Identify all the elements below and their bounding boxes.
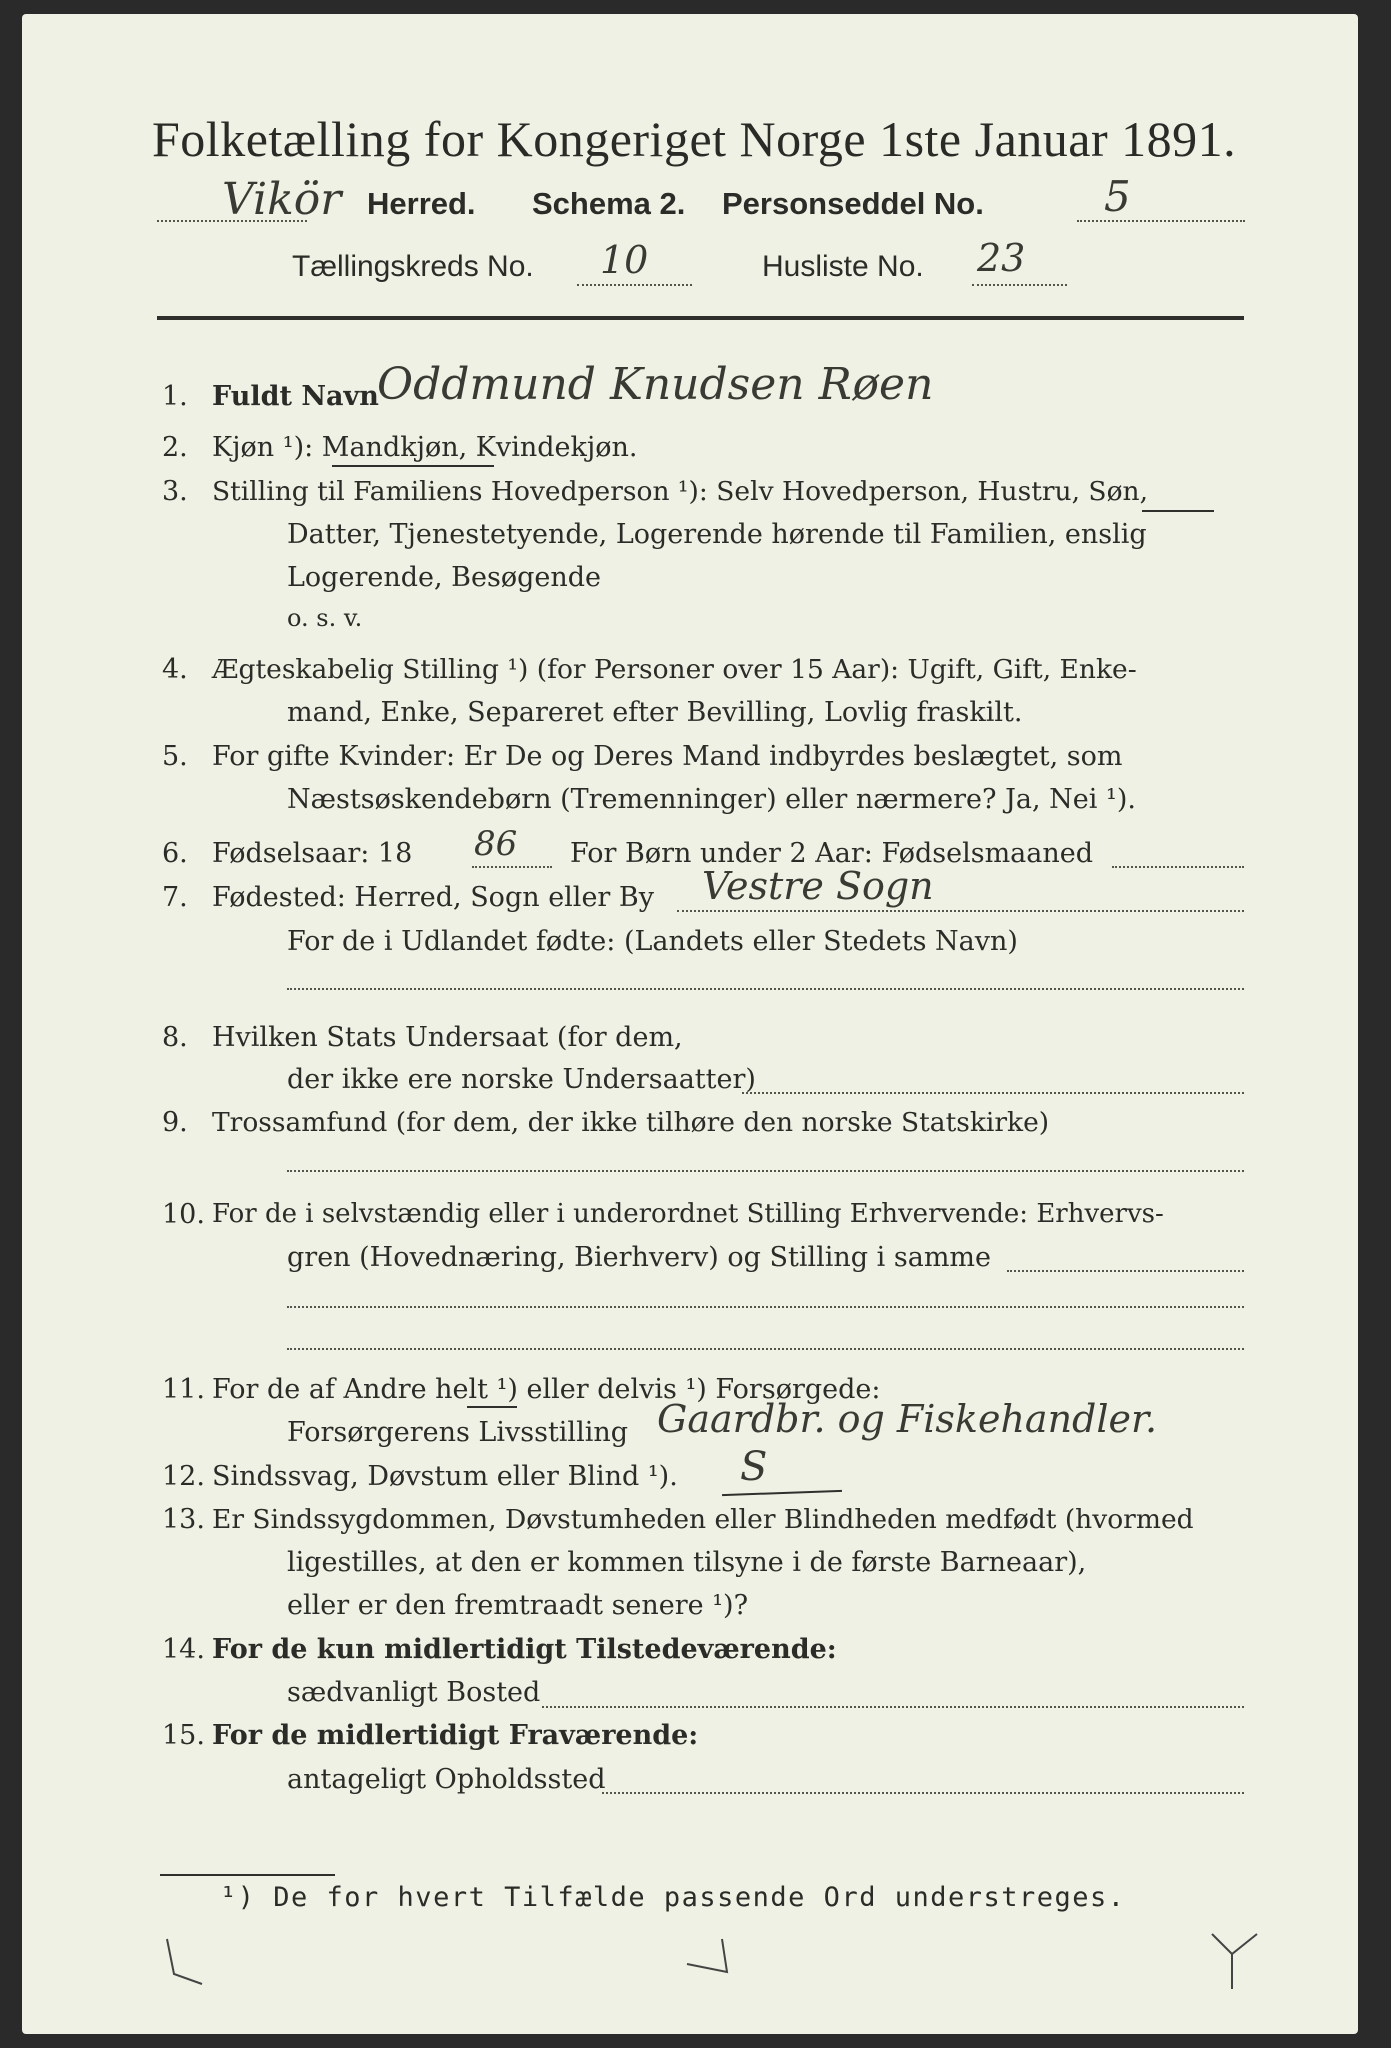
item-10-line-1: For de i selvstændig eller i underordnet Stilling Erhvervende: Erhvervs- bbox=[212, 1199, 1164, 1229]
item-11-underline-helt bbox=[467, 1406, 517, 1408]
item-6-birthyear-label: Fødselsaar: 18 bbox=[212, 838, 413, 869]
personseddel-label: Personseddel No. bbox=[722, 186, 984, 221]
taellingskreds-dotted-line bbox=[577, 284, 692, 286]
item-10-line-2: gren (Hovednæring, Bierhverv) og Stilling i samme bbox=[287, 1242, 992, 1273]
item-5-number: 5. bbox=[162, 741, 188, 772]
husliste-value: 23 bbox=[977, 236, 1026, 280]
item-13-number: 13. bbox=[162, 1504, 205, 1535]
item-12-answer-mark: S bbox=[740, 1444, 768, 1490]
item-3-line-1: Stilling til Familiens Hovedperson ¹): Selv Hovedperson, Hustru, Søn, bbox=[212, 476, 1149, 507]
footnote-rule bbox=[160, 1874, 335, 1876]
taellingskreds-value: 10 bbox=[600, 238, 649, 282]
item-10-dots-1 bbox=[1007, 1270, 1244, 1272]
item-8-number: 8. bbox=[162, 1022, 188, 1053]
item-12-number: 12. bbox=[162, 1461, 205, 1492]
item-10-number: 10. bbox=[162, 1199, 205, 1230]
item-3-line-3: Logerende, Besøgende bbox=[287, 562, 601, 593]
corner-mark-right bbox=[1207, 1929, 1267, 1999]
item-15-dots bbox=[602, 1792, 1244, 1794]
item-7-abroad-label: For de i Udlandet fødte: (Landets eller Stedets Navn) bbox=[287, 926, 1018, 957]
item-6-birthmonth-label: For Børn under 2 Aar: Fødselsmaaned bbox=[570, 838, 1094, 869]
item-9-number: 9. bbox=[162, 1107, 188, 1138]
item-13-line-1: Er Sindssygdommen, Døvstumheden eller Blindheden medfødt (hvormed bbox=[212, 1504, 1194, 1535]
item-9-label: Trossamfund (for dem, der ikke tilhøre den norske Statskirke) bbox=[212, 1107, 1050, 1138]
item-10-dots-2 bbox=[287, 1306, 1244, 1308]
item-12-label: Sindssvag, Døvstum eller Blind ¹). bbox=[212, 1461, 678, 1492]
taellingskreds-label: Tællingskreds No. bbox=[292, 250, 534, 283]
item-3-underline-son bbox=[1142, 510, 1214, 512]
husliste-label: Husliste No. bbox=[762, 250, 924, 283]
item-4-line-2: mand, Enke, Separeret efter Bevilling, Lovlig fraskilt. bbox=[287, 697, 1023, 728]
item-11-line-1: For de af Andre helt ¹) eller delvis ¹) Forsørgede: bbox=[212, 1374, 881, 1405]
item-6-birthyear-answer: 86 bbox=[474, 824, 518, 864]
footnote-text: ¹) De for hvert Tilfælde passende Ord understreges. bbox=[220, 1882, 1126, 1913]
item-7-birthplace-dots bbox=[677, 910, 1244, 912]
personseddel-value: 5 bbox=[1104, 172, 1131, 221]
herred-label: Herred. bbox=[367, 186, 476, 221]
item-7-number: 7. bbox=[162, 882, 188, 913]
herred-value: Vikör bbox=[222, 174, 342, 225]
item-4-number: 4. bbox=[162, 654, 188, 685]
census-form-sheet bbox=[22, 14, 1358, 2034]
item-6-birthmonth-dots bbox=[1112, 866, 1244, 868]
item-2-label: Kjøn ¹): Mandkjøn, Kvindekjøn. bbox=[212, 432, 638, 463]
item-15-number: 15. bbox=[162, 1720, 205, 1751]
item-15-line-2: antageligt Opholdssted bbox=[287, 1764, 606, 1795]
item-3-line-2: Datter, Tjenestetyende, Logerende hørende til Familien, enslig bbox=[287, 519, 1147, 550]
item-1-label: Fuldt Navn bbox=[212, 381, 379, 412]
item-6-birthyear-dots bbox=[472, 866, 552, 868]
item-14-line-2: sædvanligt Bosted bbox=[287, 1677, 541, 1708]
item-8-line-1: Hvilken Stats Undersaat (for dem, bbox=[212, 1022, 683, 1053]
item-8-line-2: der ikke ere norske Undersaatter) bbox=[287, 1064, 756, 1095]
corner-mark-center bbox=[682, 1934, 742, 1994]
item-3-line-4: o. s. v. bbox=[287, 604, 363, 632]
item-3-number: 3. bbox=[162, 476, 188, 507]
item-8-dots bbox=[742, 1092, 1244, 1094]
item-6-number: 6. bbox=[162, 838, 188, 869]
item-5-line-1: For gifte Kvinder: Er De og Deres Mand indbyrdes beslægtet, som bbox=[212, 741, 1123, 772]
item-14-line-1: For de kun midlertidigt Tilstedeværende: bbox=[212, 1634, 837, 1665]
item-5-line-2: Næstsøskendebørn (Tremenninger) eller nærmere? Ja, Nei ¹). bbox=[287, 784, 1136, 815]
item-11-answer-provider-occupation: Gaardbr. og Fiskehandler. bbox=[657, 1397, 1158, 1441]
item-10-dots-3 bbox=[287, 1348, 1244, 1350]
item-13-line-3: eller er den fremtraadt senere ¹)? bbox=[287, 1590, 749, 1621]
item-7-birthplace-label: Fødested: Herred, Sogn eller By bbox=[212, 882, 655, 913]
item-12-answer-stroke bbox=[722, 1490, 842, 1496]
item-2-underline-mandkjon bbox=[332, 465, 494, 467]
header-rule bbox=[157, 316, 1244, 320]
corner-mark-left bbox=[162, 1934, 222, 1994]
item-1-answer-full-name: Oddmund Knudsen Røen bbox=[377, 359, 934, 410]
item-4-line-1: Ægteskabelig Stilling ¹) (for Personer over 15 Aar): Ugift, Gift, Enke- bbox=[212, 654, 1137, 685]
item-7-abroad-dots bbox=[287, 988, 1244, 990]
item-15-line-1: For de midlertidigt Fraværende: bbox=[212, 1720, 699, 1751]
item-13-line-2: ligestilles, at den er kommen tilsyne i de første Barneaar), bbox=[287, 1547, 1087, 1578]
item-11-line-2: Forsørgerens Livsstilling bbox=[287, 1417, 629, 1448]
item-11-number: 11. bbox=[162, 1374, 205, 1405]
schema-label: Schema 2. bbox=[532, 186, 686, 221]
item-7-birthplace-answer: Vestre Sogn bbox=[702, 864, 934, 908]
personseddel-dotted-line bbox=[1077, 220, 1245, 222]
item-14-number: 14. bbox=[162, 1634, 205, 1665]
item-9-dots bbox=[287, 1170, 1244, 1172]
item-14-dots bbox=[542, 1706, 1244, 1708]
form-title: Folketælling for Kongeriget Norge 1ste Januar 1891. bbox=[152, 111, 1237, 167]
husliste-dotted-line bbox=[972, 284, 1067, 286]
item-2-number: 2. bbox=[162, 432, 188, 463]
item-1-number: 1. bbox=[162, 381, 188, 412]
